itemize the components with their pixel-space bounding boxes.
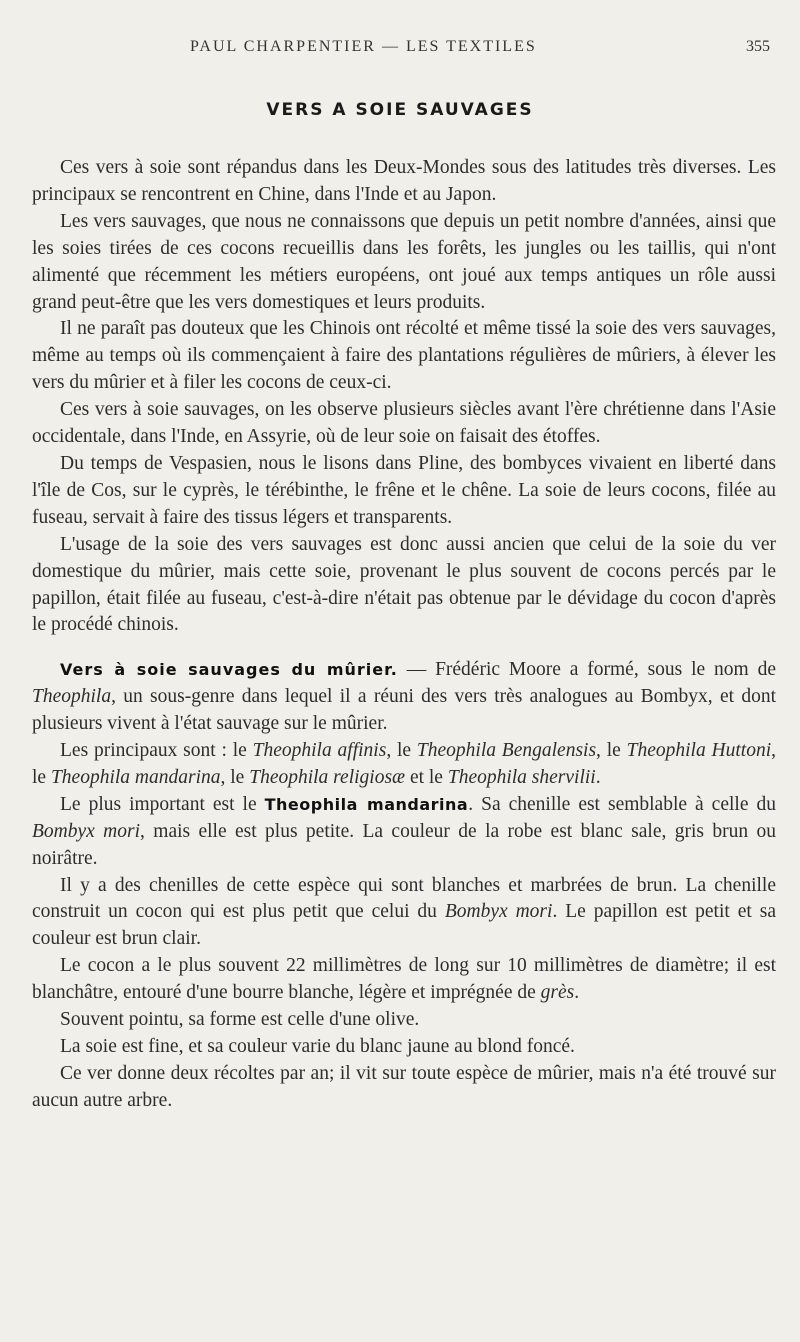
- text-run: , le: [32, 740, 777, 788]
- body-text: [32, 155, 776, 1115]
- text-run: — Frédéric Moore a formé, sous le nom de: [397, 659, 776, 681]
- running-title: PAUL CHARPENTIER — LES TEXTILES: [190, 38, 537, 55]
- paragraph: Du temps de Vespasien, nous le lisons dans Pline, des bombyces vivaient en liberté dans l'île de Cos, sur le cyprès, le térébinthe, le frêne et le chêne. La soie de leurs cocons, filée au fuseau, servait à faire des tissus légers et transparents.: [32, 452, 776, 528]
- text-run: . Le papillon est petit et sa couleur est brun clair.: [32, 901, 776, 950]
- paragraph: Ces vers à soie sauvages, on les observe plusieurs siècles avant l'ère chrétienne dans l'Asie occidentale, dans l'Inde, en Assyrie, où de leur soie on faisait des étoffes.: [32, 399, 776, 448]
- paragraph: Il ne paraît pas douteux que les Chinois ont récolté et même tissé la soie des vers sauvages, même au temps où ils commençaient à faire des plantations régulières de mûriers, à élever les vers du mûrier et à filer les cocons de ceux-ci.: [32, 318, 776, 394]
- paragraph: [32, 953, 776, 1007]
- paragraph: Ces vers à soie sont répandus dans les Deux-Mondes sous des latitudes très diverses. Les principaux se rencontrent en Chine, dans l'Inde et au Japon.: [32, 157, 776, 205]
- species-name: Theophila Huttoni: [626, 740, 772, 762]
- italic-term: grès: [540, 982, 575, 1004]
- text-run: , le: [386, 740, 417, 762]
- paragraph: Ce ver donne deux récoltes par an; il vit sur toute espèce de mûrier, mais n'a été trouvé sur aucun autre arbre.: [32, 1062, 776, 1111]
- species-name: Theophila affinis: [252, 740, 387, 762]
- text-run: .: [574, 982, 580, 1004]
- text-run: Le plus important est le: [60, 793, 265, 815]
- text-run: Il y a des chenilles de cette espèce qui sont blanches et marbrées de brun. La chenille construit un cocon qui est plus petit que celui du: [32, 874, 776, 923]
- text-run: .: [595, 766, 601, 788]
- text-run: , un sous-genre dans lequel il a réuni des vers très analogues au Bombyx, et dont plusieurs vivent à l'état sauvage sur le mûrier.: [32, 686, 776, 735]
- section-title: VERS A SOIE SAUVAGES: [266, 100, 534, 120]
- species-name: Theophila shervilii: [447, 766, 596, 788]
- paragraph: [32, 792, 776, 873]
- species-name: Bombyx mori: [32, 820, 141, 842]
- paragraph: La soie est fine, et sa couleur varie du blanc jaune au blond foncé.: [60, 1036, 575, 1057]
- paragraph: Souvent pointu, sa forme est celle d'une olive.: [60, 1009, 420, 1031]
- text-run: Les principaux sont : le: [60, 740, 253, 762]
- species-name: Theophila mandarina: [50, 766, 221, 788]
- paragraph: L'usage de la soie des vers sauvages est donc aussi ancien que celui de la soie du ver domestique du mûrier, mais cette soie, provenant le plus souvent de cocons percés par le papillon, était filée au fuseau, c'est-à-dire n'était pas obtenue par le dévidage du cocon d'après le procédé chinois.: [32, 533, 776, 636]
- text-run: , le: [596, 740, 627, 762]
- text-run: . Sa chenille est semblable à celle du: [468, 793, 776, 815]
- paragraph: [32, 873, 776, 954]
- text-run: , mais elle est plus petite. La couleur de la robe est blanc sale, gris brun ou noirâtre.: [32, 820, 776, 869]
- text-run: Le cocon a le plus souvent 22 millimètres de long sur 10 millimètres de diamètre; il est blanchâtre, entouré d'une bourre blanche, légère et imprégnée de: [32, 955, 776, 1004]
- page-number: 355: [746, 38, 770, 55]
- bold-species-name: Theophila mandarina: [264, 794, 469, 814]
- italic-term: Theophila: [32, 686, 112, 708]
- paragraph-subsection: [32, 657, 776, 738]
- species-name: Bombyx mori: [444, 901, 553, 923]
- subsection-lead: Vers à soie sauvages du mûrier.: [60, 660, 398, 680]
- species-name: Theophila religiosæ: [249, 766, 406, 788]
- paragraph: [32, 738, 776, 792]
- paragraph: Les vers sauvages, que nous ne connaissons que depuis un petit nombre d'années, ainsi que les soies tirées de ces cocons recueillis dans les forêts, les jungles ou les taillis, qui n'ont alimenté que récemment les métiers européens, ont joué aux temps antiques un rôle aussi grand peut-être que les vers domestiques et leurs produits.: [32, 210, 776, 313]
- text-run: et le: [405, 766, 448, 788]
- text-run: , le: [220, 766, 250, 788]
- species-name: Theophila Bengalensis: [416, 740, 597, 762]
